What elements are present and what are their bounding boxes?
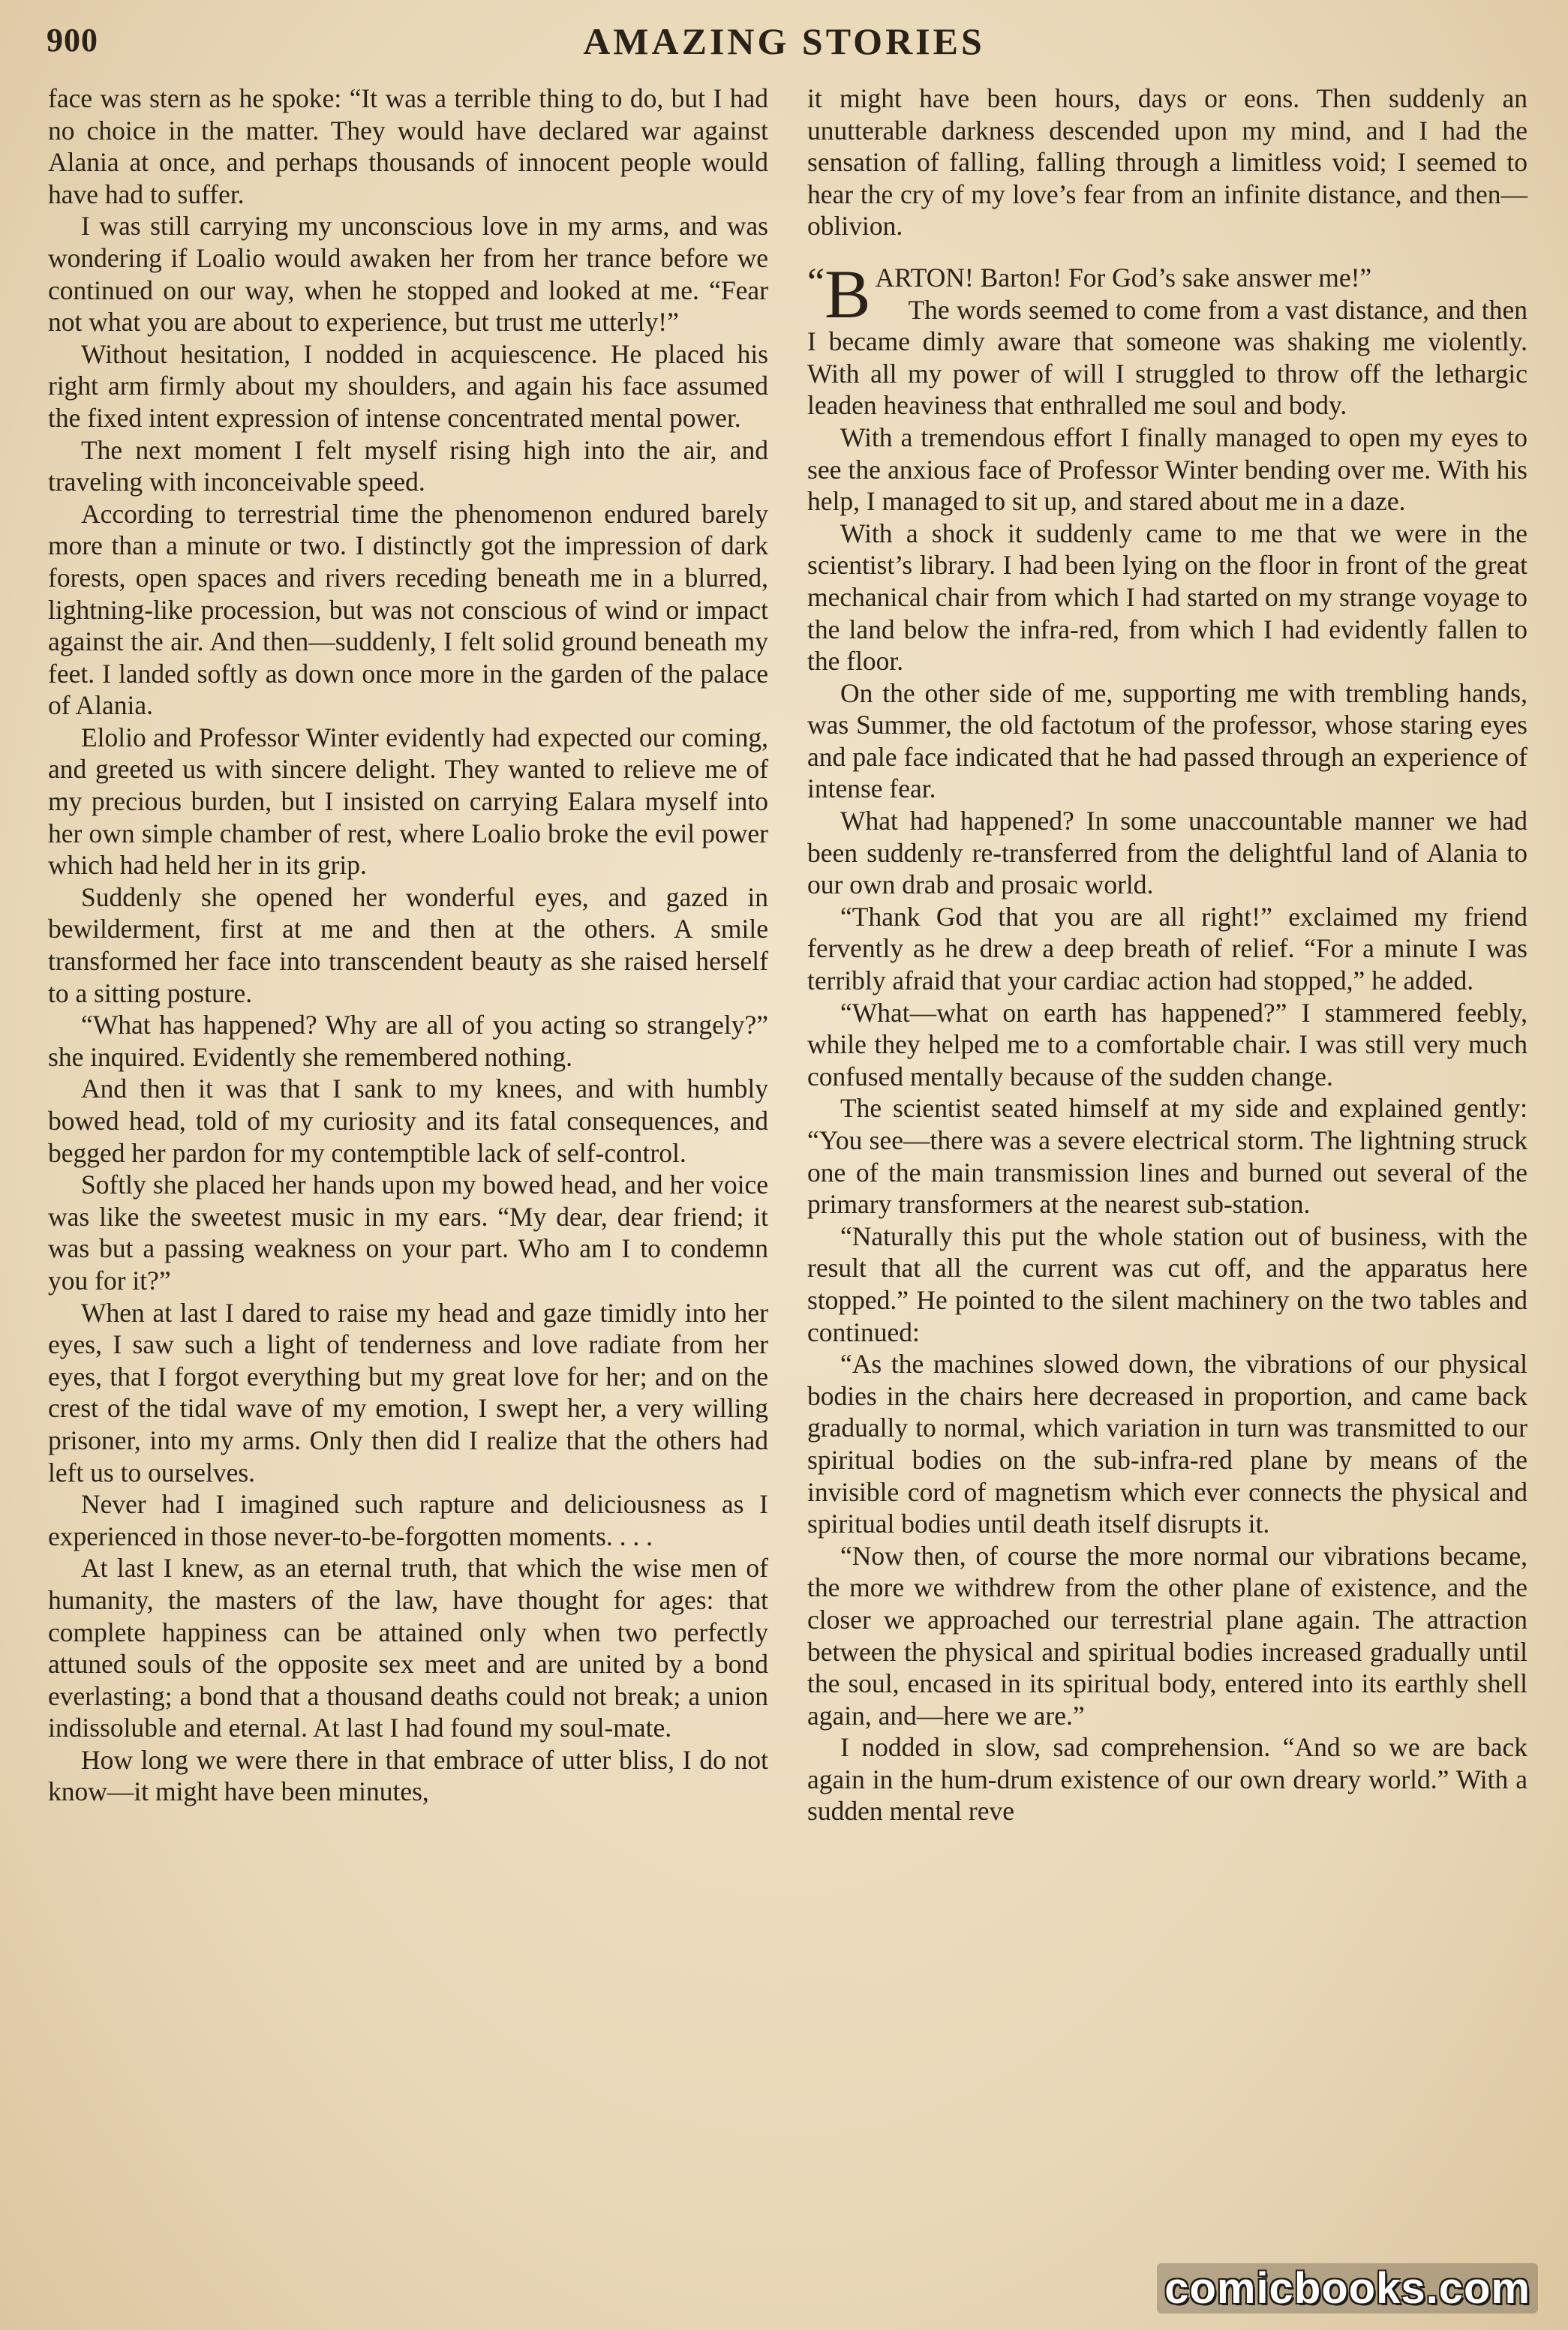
paragraph: Never had I imagined such rapture and deliciousness as I experienced in those never-to-be-forgotten moments. . . . xyxy=(48,1489,768,1551)
paragraph: “Naturally this put the whole station out of business, with the result that all the current was cut off, and the apparatus here stopped.” He pointed to the silent machinery on the two tables and continued: xyxy=(807,1221,1527,1347)
page-number: 900 xyxy=(47,22,98,59)
paragraph: face was stern as he spoke: “It was a terrible thing to do, but I had no choice in the matter. They would have declared war against Alania at once, and perhaps thousands of innocent people would have had to suffer. xyxy=(48,83,768,209)
drop-cap-quote: “ xyxy=(807,260,825,304)
paragraph: Without hesitation, I nodded in acquiescence. He placed his right arm firmly about my shoulders, and again his face assumed the fixed intent expression of intense concentrated mental power. xyxy=(48,338,768,433)
paragraph: With a tremendous effort I finally managed to open my eyes to see the anxious face of Professor Winter bending over me. With his help, I managed to sit up, and stared about me in a daze. xyxy=(807,422,1527,517)
drop-cap-letter: B xyxy=(825,255,871,332)
paragraph: it might have been hours, days or eons. Then suddenly an unutterable darkness descended upon my mind, and I had the sensation of falling, falling through a limitless void; I seemed to hear the cry of my love’s fear from an infinite distance, and then—oblivion. xyxy=(807,83,1527,242)
paragraph: I was still carrying my unconscious love in my arms, and was wondering if Loalio would awaken her from her trance before we continued on our way, when he stopped and looked at me. “Fear not what you are about to experience, but trust me utterly!” xyxy=(48,211,768,338)
watermark-logo: comicbooks.com xyxy=(1157,2263,1538,2313)
paragraph: “As the machines slowed down, the vibrations of our physical bodies in the chairs here decreased in proportion, and came back gradually to normal, which variation in turn was transmitted to our spiritual bodies on the sub-infra-red plane by means of the invisible cord of magnetism which ever connects the physical and spiritual bodies until death itself disrupts it. xyxy=(807,1349,1527,1539)
paragraph: How long we were there in that embrace of utter bliss, I do not know—it might have been minutes, xyxy=(48,1744,768,1807)
section-start-text: ARTON! Barton! For God’s sake answer me!” xyxy=(875,262,1372,293)
magazine-title: AMAZING STORIES xyxy=(583,20,985,62)
paragraph: The scientist seated himself at my side and explained gently: “You see—there was a severe electrical storm. The lightning struck one of the main transmission lines and burned out several of the primary transformers at the nearest sub-station. xyxy=(807,1093,1527,1220)
paragraph: According to terrestrial time the phenomenon endured barely more than a minute or two. I distinctly got the impression of dark forests, open spaces and rivers receding beneath me in a blurred, lightning-like procession, but was not conscious of wind or impact against the air. And then—suddenly, I felt solid ground beneath my feet. I landed softly as down once more in the garden of the palace of Alania. xyxy=(48,498,768,721)
paragraph: On the other side of me, supporting me with trembling hands, was Summer, the old factotum of the professor, whose staring eyes and pale face indicated that he had passed through an experience of intense fear. xyxy=(807,677,1527,804)
paragraph: At last I knew, as an eternal truth, that which the wise men of humanity, the masters of the law, have thought for ages: that complete happiness can be attained only when two perfectly attuned souls of the opposite sex meet and are united by a bond everlasting; a bond that a thousand deaths could not break; a union indissoluble and eternal. At last I had found my soul-mate. xyxy=(48,1553,768,1743)
right-column xyxy=(807,83,1527,1827)
paragraph: Elolio and Professor Winter evidently had expected our coming, and greeted us with sincere delight. They wanted to relieve me of my precious burden, but I insisted on carrying Ealara myself into her own simple chamber of rest, where Loalio broke the evil power which had held her in its grip. xyxy=(48,722,768,881)
paragraph: I nodded in slow, sad comprehension. “And so we are back again in the hum-drum existence of our own dreary world.” With a sudden mental reve xyxy=(807,1732,1527,1827)
paragraph: “What has happened? Why are all of you acting so strangely?” she inquired. Evidently she remembered nothing. xyxy=(48,1010,768,1072)
paragraph: “Now then, of course the more normal our vibrations became, the more we withdrew from the other plane of existence, and the closer we approached our terrestrial plane again. The attraction between the physical and spiritual bodies increased gradually until the soul, encased in its spiritual body, entered into its earthly shell again, and—here we are.” xyxy=(807,1540,1527,1731)
paragraph: The words seemed to come from a vast distance, and then I became dimly aware that someone was shaking me violently. With all my power of will I struggled to throw off the lethargic leaden heaviness that enthralled me soul and body. xyxy=(807,294,1527,421)
paragraph: Softly she placed her hands upon my bowed head, and her voice was like the sweetest music in my ears. “My dear, dear friend; it was but a passing weakness on your part. Who am I to condemn you for it?” xyxy=(48,1170,768,1296)
paragraph: What had happened? In some unaccountable manner we had been suddenly re-transferred from the delightful land of Alania to our own drab and prosaic world. xyxy=(807,806,1527,900)
paragraph: “Thank God that you are all right!” exclaimed my friend fervently as he drew a deep breath of relief. “For a minute I was terribly afraid that your cardiac action had stopped,” he added. xyxy=(807,901,1527,996)
left-column xyxy=(48,83,768,1808)
paragraph: With a shock it suddenly came to me that we were in the scientist’s library. I had been lying on the floor in front of the great mechanical chair from which I had started on my strange voyage to the land below the infra-red, from which I had evidently fallen to the floor. xyxy=(807,518,1527,677)
paragraph: The next moment I felt myself rising high into the air, and traveling with inconceivable speed. xyxy=(48,434,768,497)
drop-cap xyxy=(807,255,871,332)
section-start-paragraph xyxy=(807,255,1527,332)
paragraph: “What—what on earth has happened?” I stammered feebly, while they helped me to a comfortable chair. I was still very much confused mentally because of the sudden change. xyxy=(807,997,1527,1091)
paragraph: And then it was that I sank to my knees, and with humbly bowed head, told of my curiosity and its fatal consequences, and begged her pardon for my contemptible lack of self-control. xyxy=(48,1073,768,1168)
paragraph: Suddenly she opened her wonderful eyes, and gazed in bewilderment, first at me and then at the others. A smile transformed her face into transcendent beauty as she raised herself to a sitting posture. xyxy=(48,881,768,1008)
paragraph: When at last I dared to raise my head and gaze timidly into her eyes, I saw such a light of tenderness and love radiate from her eyes, that I forgot everything but my great love for her; and on the crest of the tidal wave of my emotion, I swept her, a very willing prisoner, into my arms. Only then did I realize that the others had left us to ourselves. xyxy=(48,1297,768,1488)
